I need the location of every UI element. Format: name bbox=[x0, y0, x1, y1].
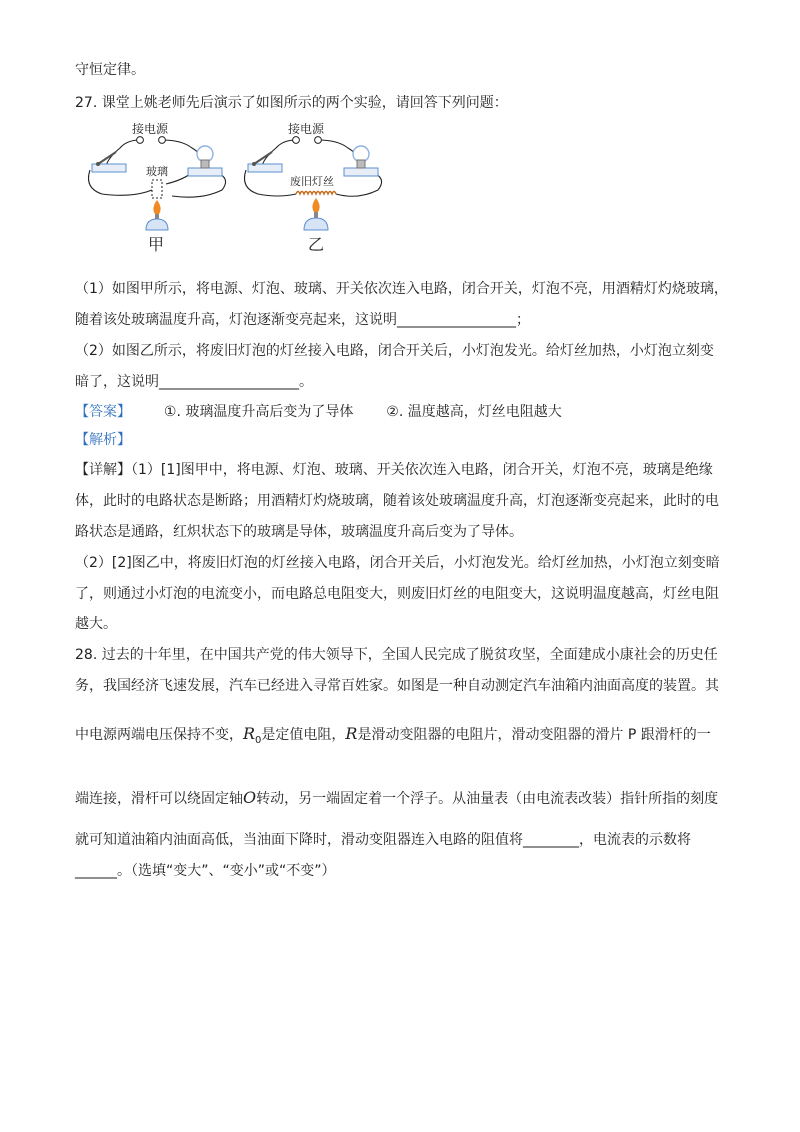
text-line bbox=[75, 724, 711, 751]
figure-yi bbox=[238, 118, 388, 253]
answer-2: ②. 温度越高，灯丝电阻越大 bbox=[386, 404, 562, 420]
text-segment: 是滑动变阻器的电阻片，滑动变阻器的滑片 P 跟滑杆的一 bbox=[357, 727, 711, 743]
wire bbox=[172, 174, 226, 197]
material-label: 废旧灯丝 bbox=[290, 175, 334, 188]
text-segment: 是定值电阻， bbox=[261, 727, 346, 743]
text-line: 暗了，这说明____________________。 bbox=[75, 374, 313, 390]
question-27-stem: 27. 课堂上姚老师先后演示了如图所示的两个实验，请回答下列问题： bbox=[75, 95, 508, 111]
terminal bbox=[293, 137, 300, 144]
power-label: 接电源 bbox=[132, 122, 169, 136]
material-label: 玻璃 bbox=[146, 165, 168, 178]
text-line: （2）[2]图乙中，将废旧灯泡的灯丝接入电路，闭合开关后，小灯泡发光。给灯丝加热，小灯泡立刻变暗 bbox=[75, 555, 720, 571]
glass-piece bbox=[152, 180, 162, 198]
answer-line bbox=[75, 402, 562, 422]
lamp-icon bbox=[344, 146, 378, 176]
text-line: 体，此时的电路状态是断路；用酒精灯灼烧玻璃，随着该处玻璃温度升高，灯泡逐渐变亮起来，此时的电 bbox=[75, 493, 719, 509]
power-label: 接电源 bbox=[288, 122, 325, 136]
wire bbox=[89, 170, 153, 195]
switch-icon bbox=[248, 152, 282, 172]
text-line: 【详解】（1）[1]图甲中，将电源、灯泡、玻璃、开关依次连入电路，闭合开关，灯泡不亮，玻璃是绝缘 bbox=[75, 462, 713, 478]
wire bbox=[162, 140, 200, 158]
text-line: ______。（选填“变大”、“变小”或“不变”） bbox=[75, 863, 336, 879]
wire bbox=[245, 170, 297, 196]
figure-jia bbox=[82, 118, 232, 253]
figure-caption: 乙 bbox=[308, 235, 325, 253]
text-line: 路状态是通路，红炽状态下的玻璃是导体，玻璃温度升高后变为了导体。 bbox=[75, 524, 523, 540]
text-line: 了，则通过小灯泡的电流变小，而电路总电阻变大，则废旧灯丝的电阻变大，这说明温度越高，灯丝电阻 bbox=[75, 586, 719, 602]
wire bbox=[262, 140, 296, 166]
wire bbox=[318, 140, 356, 158]
resistor-r-symbol: R bbox=[345, 724, 358, 743]
filament-coil bbox=[296, 192, 336, 195]
text-segment: 转动，另一端固定着一个浮子。从油量表（由电流表改装）指针所指的刻度 bbox=[256, 791, 719, 807]
subscript: 0 bbox=[255, 734, 262, 746]
text-line bbox=[75, 788, 718, 809]
figure-caption: 甲 bbox=[148, 235, 165, 253]
axis-o-symbol: O bbox=[243, 788, 257, 807]
text-segment: 中电源两端电压保持不变， bbox=[75, 727, 243, 743]
text-line: 务，我国经济飞速发展，汽车已经进入寻常百姓家。如图是一种自动测定汽车油箱内油面高度的装置。其 bbox=[75, 678, 719, 694]
text-line: （1）如图甲所示，将电源、灯泡、玻璃、开关依次连入电路，闭合开关，灯泡不亮，用酒精灯灼烧玻璃， bbox=[75, 281, 728, 297]
analysis-tag: 【解析】 bbox=[75, 432, 131, 448]
wire bbox=[336, 174, 382, 196]
alcohol-lamp-icon bbox=[304, 198, 328, 230]
text-line: 就可知道油箱内油面高低，当油面下降时，滑动变阻器连入电路的阻值将________，电流表的示数将 bbox=[75, 832, 691, 848]
text-segment: 端连接，滑杆可以绕固定轴 bbox=[75, 791, 243, 807]
lamp-icon bbox=[188, 146, 222, 176]
wire bbox=[166, 174, 190, 184]
terminal bbox=[159, 137, 166, 144]
alcohol-lamp-icon bbox=[146, 200, 168, 230]
text-line: 守恒定律。 bbox=[75, 62, 145, 78]
wire bbox=[106, 140, 140, 166]
answer-1: ①. 玻璃温度升高后变为了导体 bbox=[163, 404, 354, 420]
resistor-r0-symbol: R bbox=[243, 724, 256, 743]
question-28-stem: 28. 过去的十年里，在中国共产党的伟大领导下，全国人民完成了脱贫攻坚，全面建成小康社会的历史任 bbox=[75, 647, 718, 663]
text-line: （2）如图乙所示，将废旧灯泡的灯丝接入电路，闭合开关后，小灯泡发光。给灯丝加热，小灯泡立刻变 bbox=[75, 343, 714, 359]
terminal bbox=[315, 137, 322, 144]
switch-icon bbox=[92, 152, 126, 172]
text-line: 随着该处玻璃温度升高，灯泡逐渐变亮起来，这说明_________________； bbox=[75, 312, 530, 328]
terminal bbox=[137, 137, 144, 144]
text-line: 越大。 bbox=[75, 616, 117, 632]
answer-tag: 【答案】 bbox=[75, 404, 131, 420]
